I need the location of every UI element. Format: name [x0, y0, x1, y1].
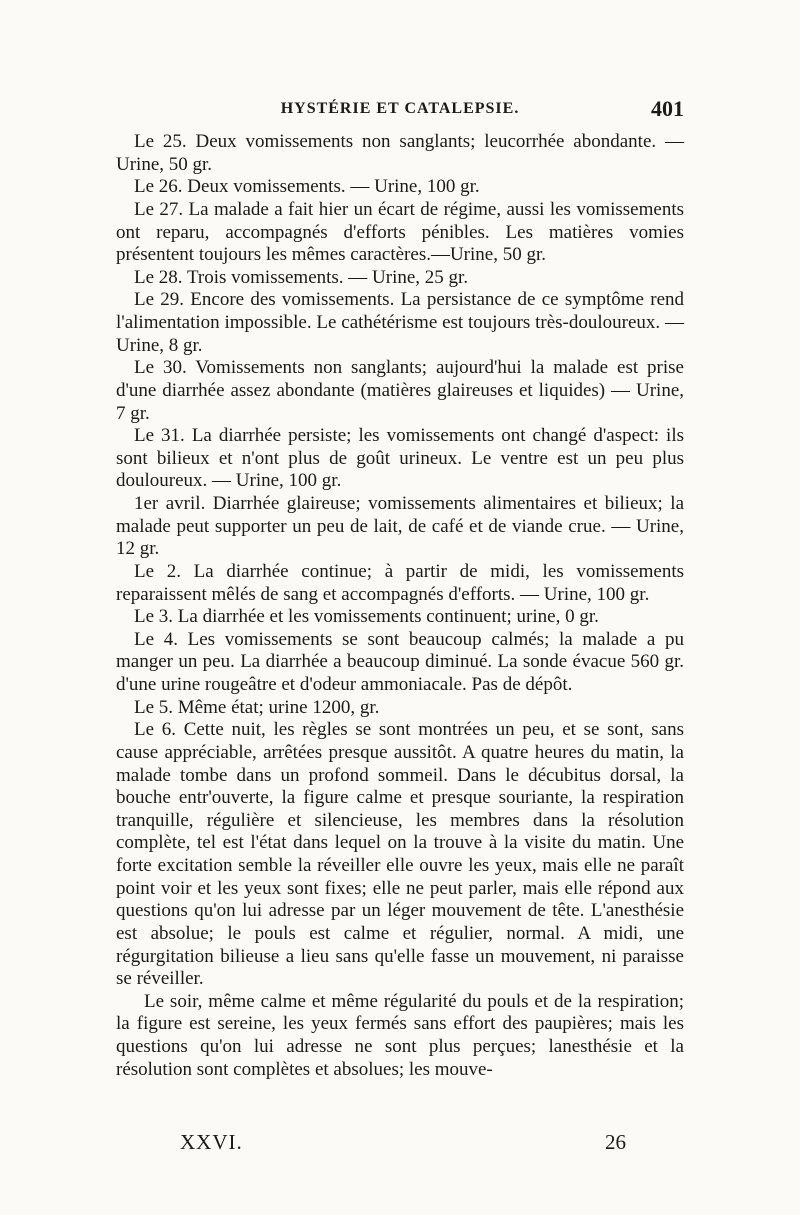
paragraph-28: Le 28. Trois vomissements. — Urine, 25 gr. — [134, 266, 469, 288]
page-body — [116, 131, 684, 1081]
paragraph-27: Le 27. La malade a fait hier un écart de régime, aussi les vomissements ont reparu, accompagnés d'efforts pénibles. Les matières vomies présentent toujours les mêmes caractères.—Urine, 50 gr. — [116, 198, 684, 266]
paragraph-25: Le 25. Deux vomissements non sanglants; leucorrhée abondante. — Urine, 50 gr. — [116, 131, 684, 175]
paragraph-evening: Le soir, même calme et même régularité du pouls et de la respiration; la figure est sereine, les yeux fermés sans effort des paupières; mais les questions qu'on lui adresse ne sont plus perçues; lanesthésie et la résolution sont complètes et absolues; les mouve- — [116, 990, 684, 1080]
paragraph-31: Le 31. La diarrhée persiste; les vomissements ont changé d'aspect: ils sont bilieux et n'ont plus de goût urineux. Le ventre est un peu plus douloureux. — Urine, 100 gr. — [116, 425, 684, 492]
paragraph-29: Le 29. Encore des vomissements. La persistance de ce symptôme rend l'alimentation impossible. Le cathétérisme est toujours très-douloureux. — Urine, 8 gr. — [116, 289, 684, 356]
paragraph-april-5: Le 5. Même état; urine 1200, gr. — [134, 696, 380, 718]
paragraph-26: Le 26. Deux vomissements. — Urine, 100 gr. — [134, 176, 480, 198]
sheet-number: 26 — [605, 1130, 626, 1154]
paragraph-april-1: 1er avril. Diarrhée glaireuse; vomissements alimentaires et bilieux; la malade peut supporter un peu de lait, de café et de viande crue. — Urine, 12 gr. — [116, 493, 684, 560]
paragraph-30: Le 30. Vomissements non sanglants; aujourd'hui la malade est prise d'une diarrhée assez abondante (matières glaireuses et liquides) — Urine, 7 gr. — [116, 357, 684, 424]
paragraph-april-3: Le 3. La diarrhée et les vomissements continuent; urine, 0 gr. — [134, 606, 599, 628]
page-header — [116, 96, 684, 124]
page-footer — [116, 1130, 626, 1160]
paragraph-april-4: Le 4. Les vomissements se sont beaucoup calmés; la malade a pu manger un peu. La diarrhée a beaucoup diminué. La sonde évacue 560 gr. d'une urine rougeâtre et d'odeur ammoniacale. Pas de dépôt. — [116, 628, 684, 695]
paragraph-april-6: Le 6. Cette nuit, les règles se sont montrées un peu, et se sont, sans cause appréciable, arrêtées presque aussitôt. A quatre heures du matin, la malade tombe dans un profond sommeil. Dans le décubitus dorsal, la bouche entr'ouverte, la figure calme et presque souriante, la respiration tranquille, régulière et silencieuse, les membres dans la résolution complète, tel est l'état dans lequel on la trouve à la visite du matin. Une forte excitation semble la réveiller elle ouvre les yeux, mais elle ne paraît point voir et les yeux sont fixes; elle ne peut parler, mais elle répond aux questions qu'on lui adresse par un léger mouvement de tête. L'anesthésie est absolue; le pouls est calme et régulier, normal. A midi, une régurgitation bilieuse a lieu sans qu'elle fasse un mouvement, ni paraisse se réveiller. — [116, 719, 684, 990]
paragraph-april-2: Le 2. La diarrhée continue; à partir de midi, les vomissements reparaissent mêlés de sang et accompagnés d'efforts. — Urine, 100 gr. — [116, 560, 684, 605]
running-head: HYSTÉRIE ET CATALEPSIE. — [280, 100, 520, 117]
signature-mark: XXVI. — [180, 1130, 243, 1154]
page-number: 401 — [651, 96, 684, 121]
